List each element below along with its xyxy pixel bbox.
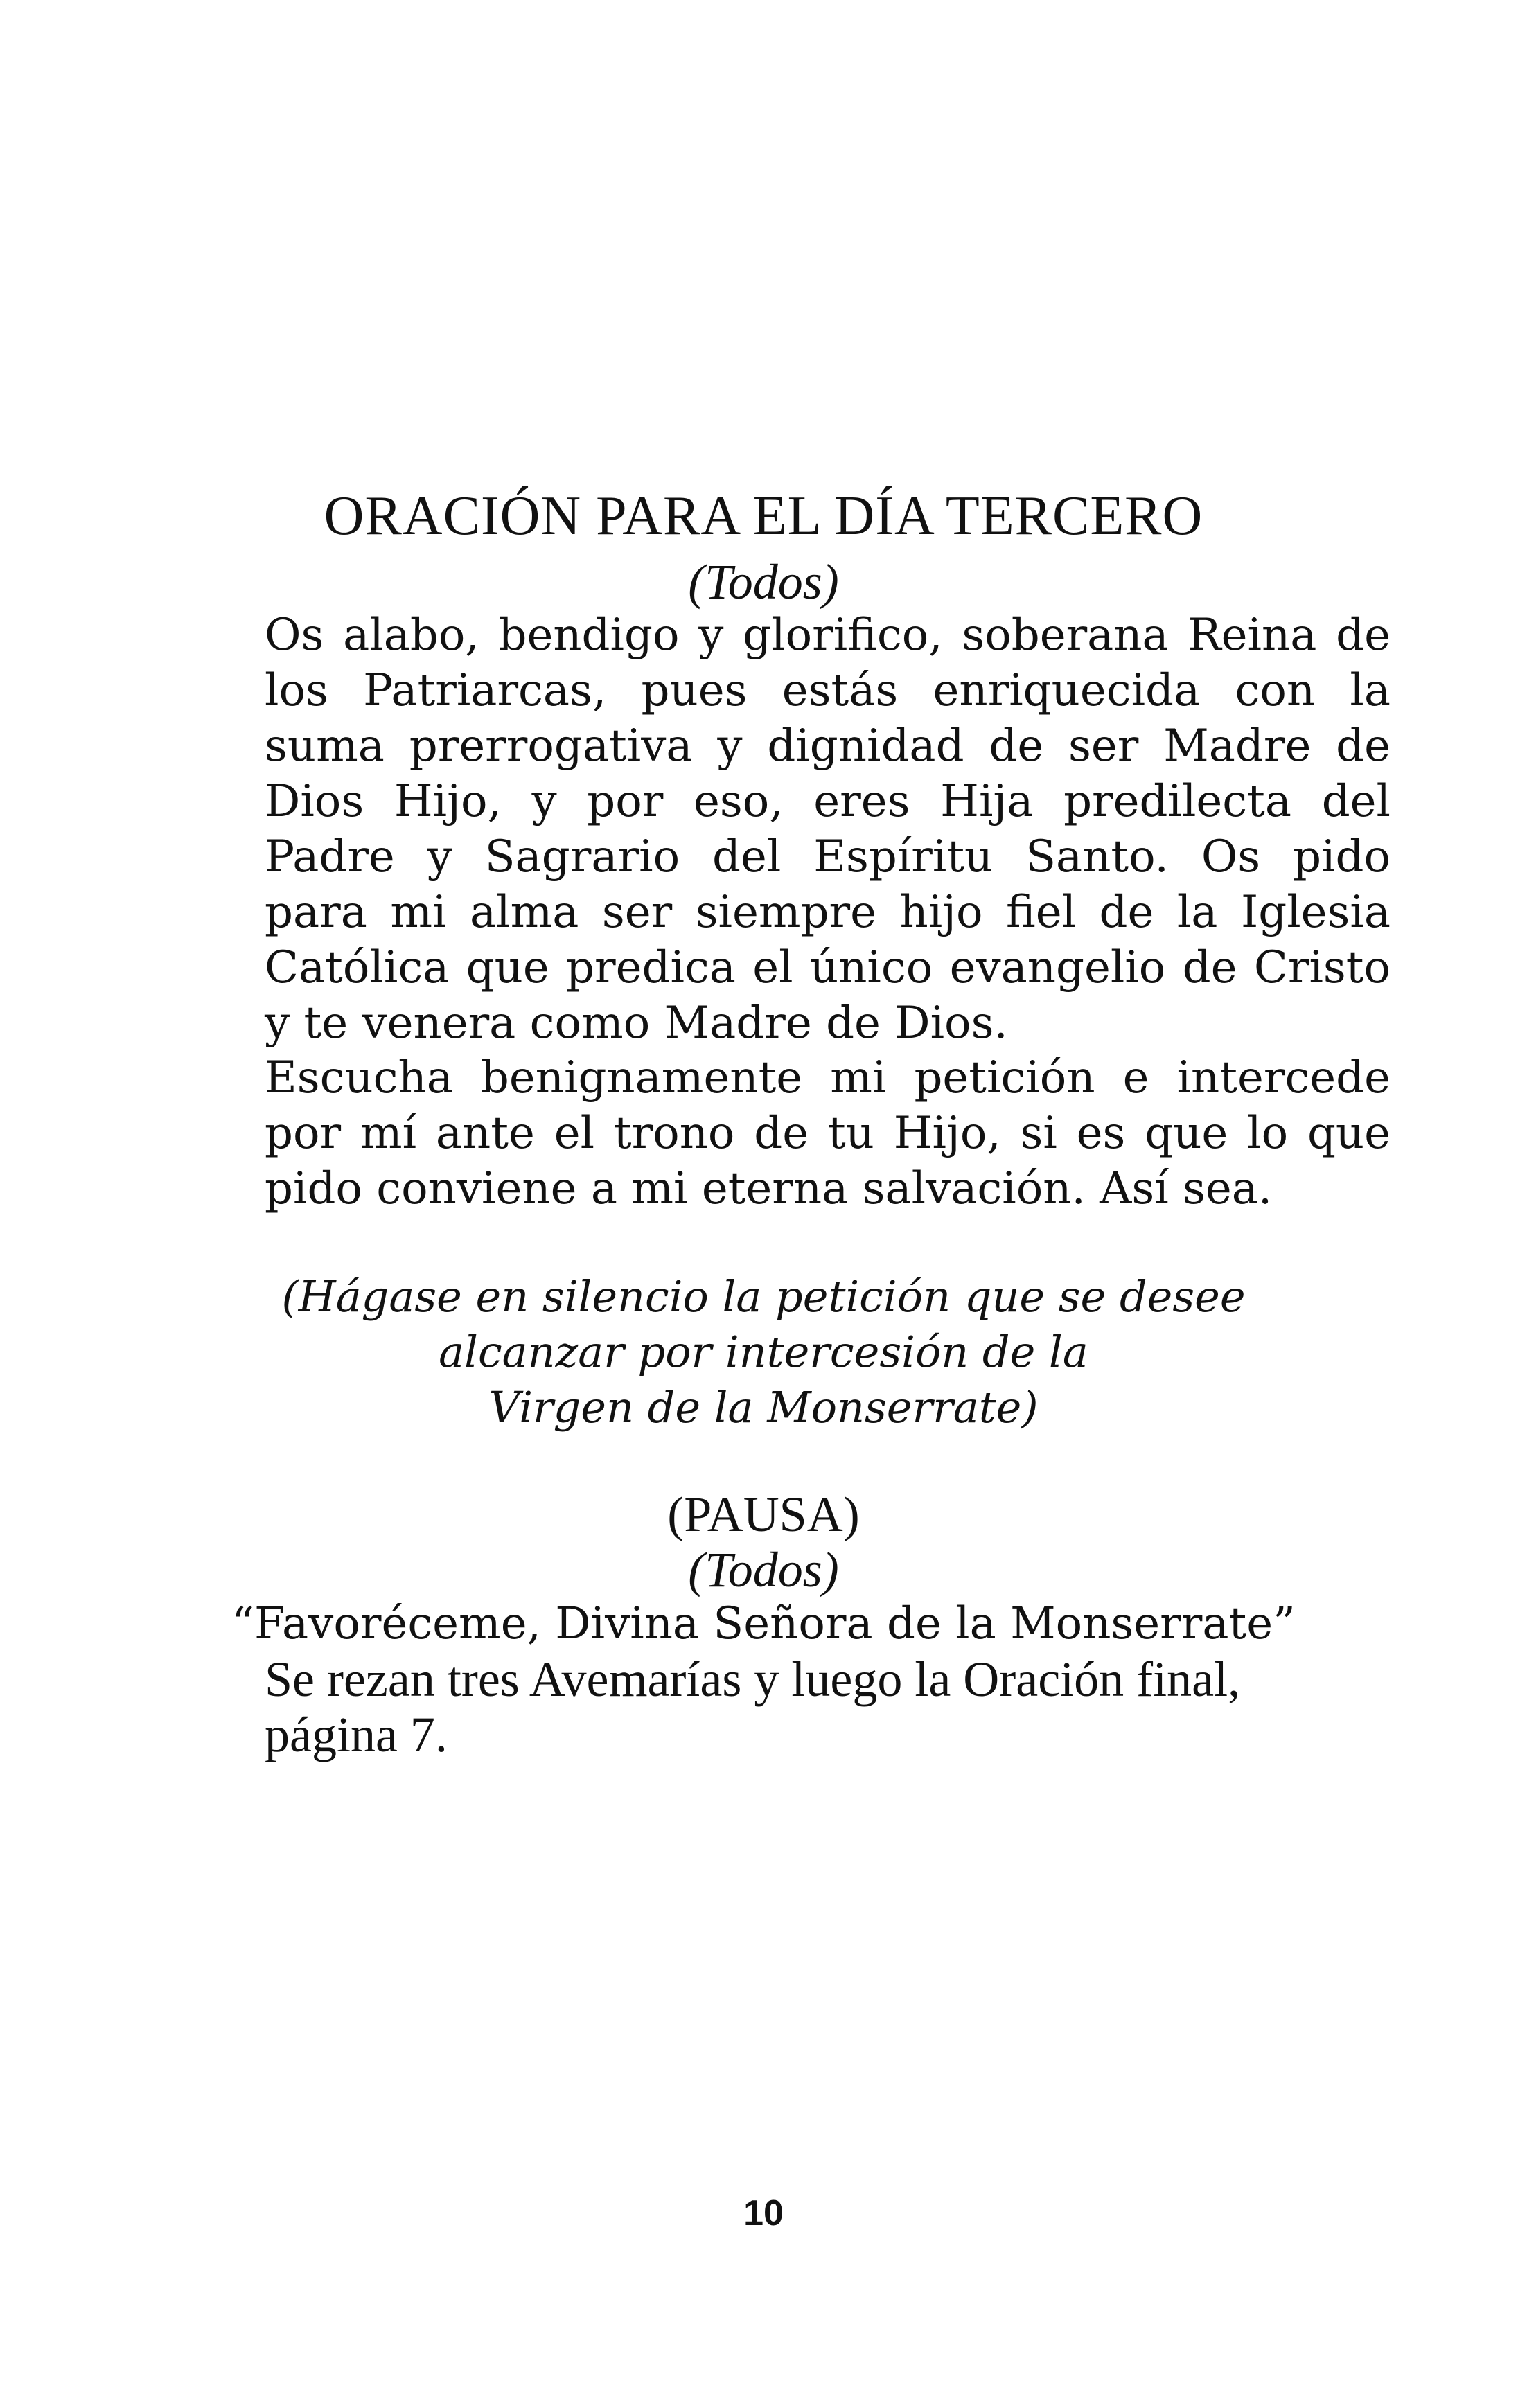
page-number: 10 [743, 2193, 784, 2233]
closing-instruction [265, 1652, 1391, 1762]
prayer-title: ORACIÓN PARA EL DÍA TERCERO [324, 486, 1203, 547]
petition-line: Escucha benignamente mi petición e intercede [265, 1052, 1391, 1104]
instruction-line: alcanzar por intercesión de la [439, 1327, 1088, 1377]
todos-label: (Todos) [688, 554, 839, 610]
todos-label: (Todos) [688, 1542, 839, 1597]
prayer-line: suma prerrogativa y dignidad de ser Madre de [265, 720, 1391, 772]
prayer-line: y te venera como Madre de Dios. [265, 998, 1008, 1049]
silent-petition-instruction [0, 1269, 1527, 1435]
instruction-line: (Hágase en silencio la petición que se desee [281, 1271, 1246, 1322]
petition-line: por mí ante el trono de tu Hijo, si es que lo que [265, 1108, 1391, 1159]
closing-line: Se rezan tres Avemarías y luego la Oración final, [265, 1652, 1241, 1707]
instruction-line: Virgen de la Monserrate) [488, 1382, 1039, 1433]
prayer-line: los Patriarcas, pues estás enriquecida con la [265, 665, 1391, 716]
petition-paragraph [265, 1050, 1391, 1216]
prayer-line: Dios Hijo, y por eso, eres Hija predilecta del [265, 776, 1391, 827]
prayer-line: para mi alma ser siempre hijo fiel de la Iglesia [265, 887, 1391, 938]
prayer-line: Padre y Sagrario del Espíritu Santo. Os pido [265, 831, 1391, 883]
prayer-paragraph [265, 608, 1391, 1051]
prayer-line: Os alabo, bendigo y glorifico, soberana Reina de [265, 610, 1391, 661]
petition-line: pido conviene a mi eterna salvación. Así sea. [265, 1163, 1273, 1214]
closing-line: página 7. [265, 1707, 448, 1762]
prayer-line: Católica que predica el único evangelio de Cristo [265, 942, 1391, 993]
pausa-label: (PAUSA) [667, 1487, 860, 1542]
invocation-quote: “Favoréceme, Divina Señora de la Monserrate” [231, 1598, 1296, 1649]
